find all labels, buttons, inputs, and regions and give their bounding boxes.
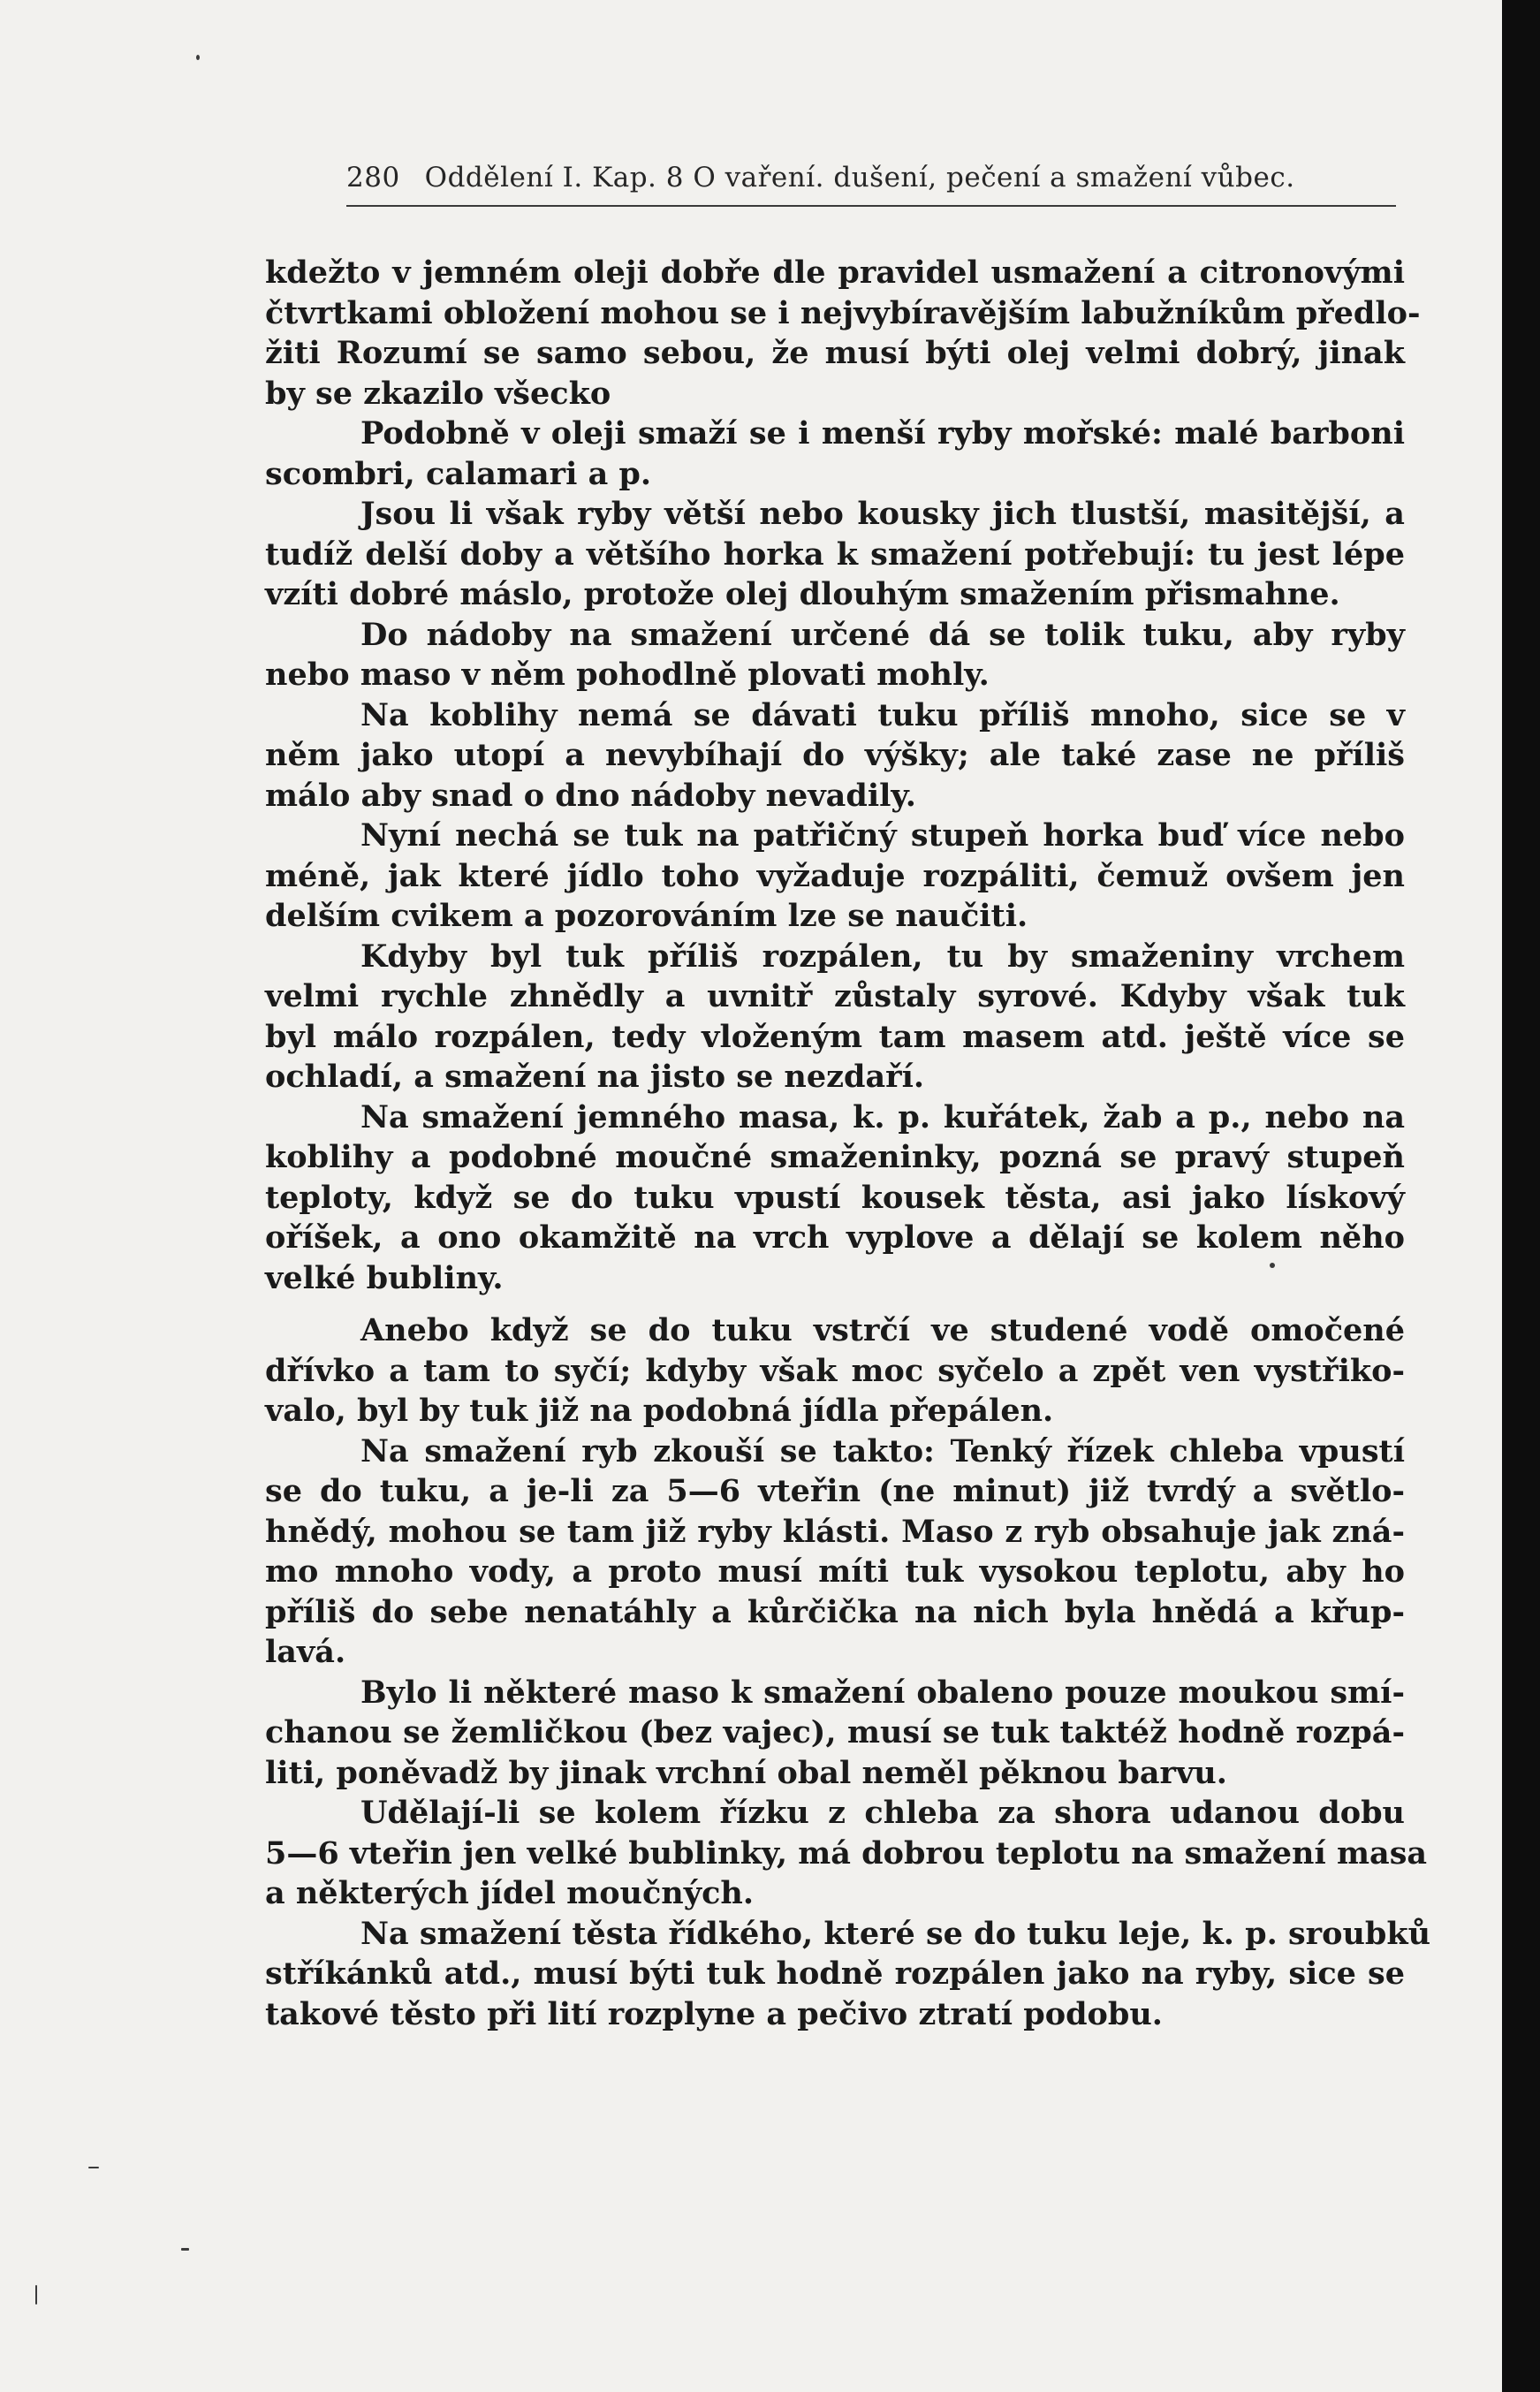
scan-speck xyxy=(196,55,200,60)
running-title: Oddělení I. Kap. 8 O vaření. dušení, pečení a smažení vůbec. xyxy=(424,162,1295,194)
text-line: nebo maso v něm pohodlně plovati mohly. xyxy=(265,657,990,693)
text-line: kdežto v jemném oleji dobře dle pravidel usmažení a citronovými xyxy=(265,254,1405,291)
text-line: tudíž delší doby a většího horka k smažení potřebují: tu jest lépe xyxy=(265,535,1405,573)
text-line: mo mnoho vody, a proto musí míti tuk vysokou teplotu, aby ho xyxy=(265,1553,1405,1590)
text-line: oříšek, a ono okamžitě na vrch vyplove a dělají se kolem něho xyxy=(265,1219,1405,1256)
text-line: stříkánků atd., musí býti tuk hodně rozpálen jako na ryby, sice se xyxy=(265,1955,1405,1992)
body-text xyxy=(265,253,1431,2034)
text-line: a některých jídel moučných. xyxy=(265,1875,755,1911)
text-line: scombri, calamari a p. xyxy=(265,455,652,492)
text-line: Do nádoby na smažení určené dá se tolik tuku, aby ryby xyxy=(360,616,1405,653)
text-line: chanou se žemličkou (bez vajec), musí se tuk taktéž hodně rozpá- xyxy=(265,1714,1405,1750)
text-line: Na smažení ryb zkouší se takto: Tenký řízek chleba vpustí xyxy=(360,1432,1405,1469)
header-rule xyxy=(346,205,1396,207)
text-line: byl málo rozpálen, tedy vloženým tam masem atd. ještě více se xyxy=(265,1018,1405,1055)
scan-speck xyxy=(1270,1263,1275,1268)
scan-speck xyxy=(88,2167,99,2168)
text-line: Kdyby byl tuk příliš rozpálen, tu by smaženiny vrchem xyxy=(360,938,1405,975)
text-line: čtvrtkami obložení mohou se i nejvybíravějším labužníkům předlo- xyxy=(265,294,1421,331)
text-line: valo, byl by tuk již na podobná jídla přepálen. xyxy=(265,1393,1054,1429)
text-line: liti, poněvadž by jinak vrchní obal neměl pěknou barvu. xyxy=(265,1754,1227,1791)
text-line: žiti Rozumí se samo sebou, že musí býti olej velmi dobrý, jinak xyxy=(265,335,1405,371)
page-number: 280 xyxy=(346,162,400,194)
text-line: Bylo li některé maso k smažení obaleno pouze moukou smí- xyxy=(360,1674,1405,1711)
text-line: velké bubliny. xyxy=(265,1259,504,1296)
text-line: teploty, když se do tuku vpustí kousek těsta, asi jako lískový xyxy=(265,1179,1405,1216)
text-line: Na koblihy nemá se dávati tuku příliš mnoho, sice se v xyxy=(360,696,1405,733)
text-line: by se zkazilo všecko xyxy=(265,375,611,412)
text-line: Anebo když se do tuku vstrčí ve studené vodě omočené xyxy=(360,1312,1405,1348)
text-line: něm jako utopí a nevybíhají do výšky; ale také zase ne příliš xyxy=(265,737,1405,773)
text-line: delším cvikem a pozorováním lze se naučiti. xyxy=(265,898,1028,934)
text-line: ochladí, a smažení na jisto se nezdaří. xyxy=(265,1059,925,1095)
text-line: málo aby snad o dno nádoby nevadily. xyxy=(265,777,916,814)
text-line: Udělají-li se kolem řízku z chleba za shora udanou dobu xyxy=(360,1795,1405,1831)
text-line: velmi rychle zhnědly a uvnitř zůstaly syrové. Kdyby však tuk xyxy=(265,978,1405,1014)
text-line: se do tuku, a je-li za 5—6 vteřin (ne minut) již tvrdý a světlo- xyxy=(265,1473,1405,1509)
text-line: takové těsto při lití rozplyne a pečivo ztratí podobu. xyxy=(265,1995,1163,2032)
text-line: hnědý, mohou se tam již ryby klásti. Maso z ryb obsahuje jak zná- xyxy=(265,1513,1405,1550)
text-line: Nyní nechá se tuk na patřičný stupeň horka buď více nebo xyxy=(360,817,1405,854)
text-line: koblihy a podobné moučné smaženinky, pozná se pravý stupeň xyxy=(265,1139,1405,1175)
text-line: lavá. xyxy=(265,1634,346,1670)
text-line: Podobně v oleji smaží se i menší ryby mořské: malé barboni xyxy=(360,415,1405,452)
scan-speck xyxy=(181,2248,189,2251)
text-line: vzíti dobré máslo, protože olej dlouhým smažením přismahne. xyxy=(265,576,1340,612)
text-line: Na smažení jemného masa, k. p. kuřátek, žab a p., nebo na xyxy=(360,1098,1405,1135)
text-line: dřívko a tam to syčí; kdyby však moc syčelo a zpět ven vystřiko- xyxy=(265,1352,1405,1389)
text-line: příliš do sebe nenatáhly a kůrčička na nich byla hnědá a křup- xyxy=(265,1593,1405,1630)
running-header xyxy=(346,162,1396,194)
text-line: Na smažení těsta řídkého, které se do tuku leje, k. p. sroubků xyxy=(360,1915,1431,1952)
text-line: 5—6 vteřin jen velké bublinky, má dobrou teplotu na smažení masa xyxy=(265,1834,1428,1872)
scan-speck xyxy=(35,2285,37,2305)
text-line: Jsou li však ryby větší nebo kousky jich tlustší, masitější, a xyxy=(360,496,1405,532)
scan-border xyxy=(1502,0,1540,2392)
text-line: méně, jak které jídlo toho vyžaduje rozpáliti, čemuž ovšem jen xyxy=(265,857,1405,894)
